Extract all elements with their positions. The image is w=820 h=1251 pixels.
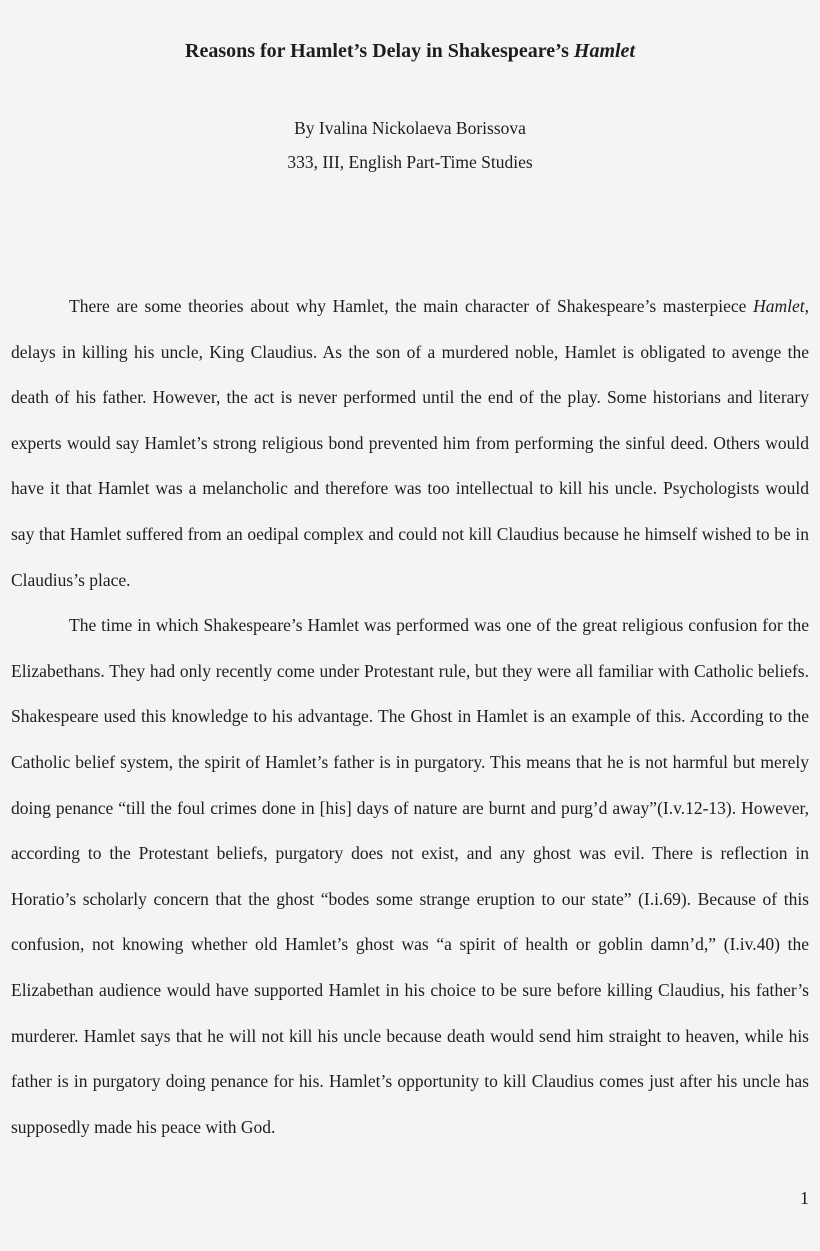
author-block — [0, 111, 820, 179]
paragraph-1-text-start: There are some theories about why Hamlet, the main character of Shakespeare’s masterpiece — [69, 296, 754, 316]
document-title — [0, 37, 820, 65]
paragraph-2: The time in which Shakespeare’s Hamlet was performed was one of the great religious confusion for the Elizabethans. They had only recently come under Protestant rule, but they were all familiar with Catholic beliefs. Shakespeare used this knowledge to his advantage. The Ghost in Hamlet is an example of this. According to the Catholic belief system, the spirit of Hamlet’s father is in purgatory. This means that he is not harmful but merely doing penance “till the foul crimes done in [his] days of nature are burnt and purg’d away”(I.v.12-13). However, according to the Protestant beliefs, purgatory does not exist, and any ghost was evil. There is reflection in Horatio’s scholarly concern that the ghost “bodes some strange eruption to our state” (I.i.69). Because of this confusion, not knowing whether old Hamlet’s ghost was “a spirit of health or goblin damn’d,” (I.iv.40) the Elizabethan audience would have supported Hamlet in his choice to be sure before killing Claudius, his father’s murderer. Hamlet says that he will not kill his uncle because death would send him straight to heaven, while his father is in purgatory doing penance for his. Hamlet’s opportunity to kill Claudius comes just after his uncle has supposedly made his peace with God. — [11, 615, 809, 1137]
essay-body — [11, 284, 809, 1150]
title-italic-hamlet: Hamlet — [573, 40, 635, 62]
course-line: 333, III, English Part-Time Studies — [287, 152, 533, 172]
paragraph-1-italic-hamlet: Hamlet — [753, 296, 805, 316]
paragraph-1 — [11, 284, 809, 603]
title-text: Reasons for Hamlet’s Delay in Shakespeare’s — [185, 40, 574, 62]
paragraph-1-text-rest: , delays in killing his uncle, King Claudius. As the son of a murdered noble, Hamlet is obligated to avenge the death of his father. However, the act is never performed until the end of the play. Some historians and literary experts would say Hamlet’s strong religious bond prevented him from performing the sinful deed. Others would have it that Hamlet was a melancholic and therefore was too intellectual to kill his uncle. Psychologists would say that Hamlet suffered from an oedipal complex and could not kill Claudius because he himself wished to be in Claudius’s place. — [11, 296, 809, 590]
author-line: By Ivalina Nickolaeva Borissova — [294, 118, 526, 138]
page-number: 1 — [800, 1188, 809, 1208]
